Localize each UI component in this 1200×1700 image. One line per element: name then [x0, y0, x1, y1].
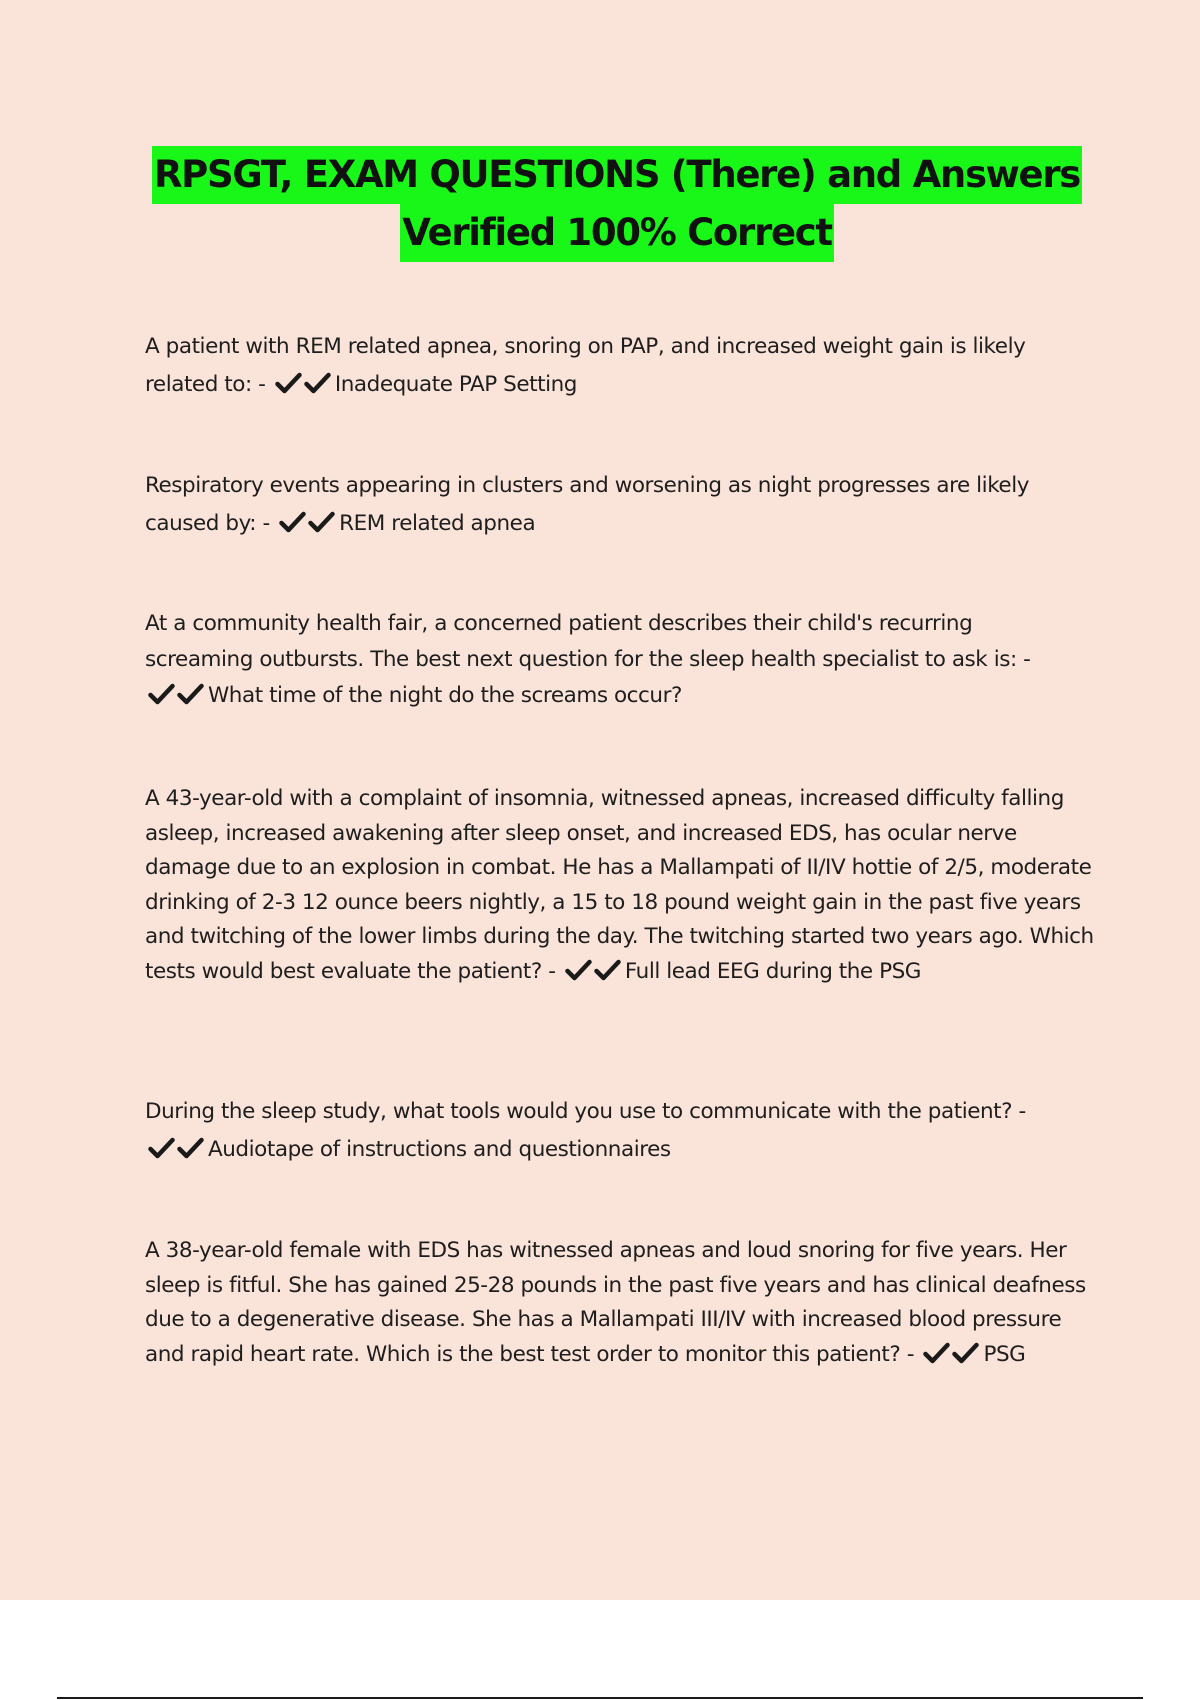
answer-marker [148, 1134, 206, 1172]
answer-text: Full lead EEG during the PSG [624, 958, 922, 984]
check-icon [923, 1341, 952, 1363]
question-text: During the sleep study, what tools would you use to communicate with the patient? - [145, 1099, 1026, 1124]
qa-item [145, 1234, 1095, 1375]
check-icon [304, 369, 333, 391]
qa-item [145, 467, 1085, 546]
answer-marker [923, 1341, 981, 1376]
question-text: A 43-year-old with a complaint of insomnia, witnessed apneas, increased difficulty falling asleep, increased awakening after sleep onset, and increased EDS, has ocular nerve damage due to an explosion in combat. He has a Mallampati of II/IV hottie of 2/5, moderate drinking of 2-3 12 ounce beers nightly, a 15 to 18 pound weight gain in the past five years and twitching of the lower limbs during the day. The twitching started two years ago. Which tests would best evaluate the patient? - [145, 786, 1094, 984]
check-icon [952, 1341, 981, 1363]
check-icon [148, 1134, 177, 1156]
answer-text: PSG [983, 1341, 1026, 1367]
answer-text: REM related apnea [339, 511, 536, 536]
answer-marker [148, 681, 206, 717]
check-icon [279, 508, 308, 530]
question-text: A patient with REM related apnea, snoring on PAP, and increased weight gain is likely related to: - [145, 334, 1026, 397]
answer-text: Audiotape of instructions and questionnaires [208, 1137, 671, 1162]
check-icon [177, 681, 206, 703]
check-icon [148, 681, 177, 703]
qa-item [145, 1093, 1090, 1172]
check-icon [594, 958, 623, 980]
qa-item [145, 782, 1095, 992]
check-icon [275, 369, 304, 391]
question-text: A 38-year-old female with EDS has witnessed apneas and loud snoring for five years. Her sleep is fitful. She has gained 25-28 pounds in the past five years and has clinical deafness due to a degenerative disease. She has a Mallampati III/IV with increased blood pressure and rapid heart rate. Which is the best test order to monitor this patient? - [145, 1238, 1086, 1367]
check-icon [565, 958, 594, 980]
answer-text: Inadequate PAP Setting [334, 372, 577, 397]
question-text: At a community health fair, a concerned patient describes their child's recurring screaming outbursts. The best next question for the sleep health specialist to ask is: - [145, 611, 1031, 672]
title-line-2: Verified 100% Correct [400, 204, 834, 262]
answer-marker [565, 958, 623, 993]
check-icon [308, 508, 337, 530]
question-text: Respiratory events appearing in clusters and worsening as night progresses are likely caused by: - [145, 473, 1030, 536]
answer-marker [275, 369, 333, 407]
answer-text: What time of the night do the screams occur? [208, 683, 682, 708]
document-title [0, 146, 1200, 262]
qa-item [145, 328, 1085, 407]
title-line-1: RPSGT, EXAM QUESTIONS (There) and Answers [152, 146, 1082, 204]
qa-item [145, 606, 1085, 717]
check-icon [177, 1134, 206, 1156]
answer-marker [279, 508, 337, 546]
bottom-divider [57, 1697, 1143, 1699]
